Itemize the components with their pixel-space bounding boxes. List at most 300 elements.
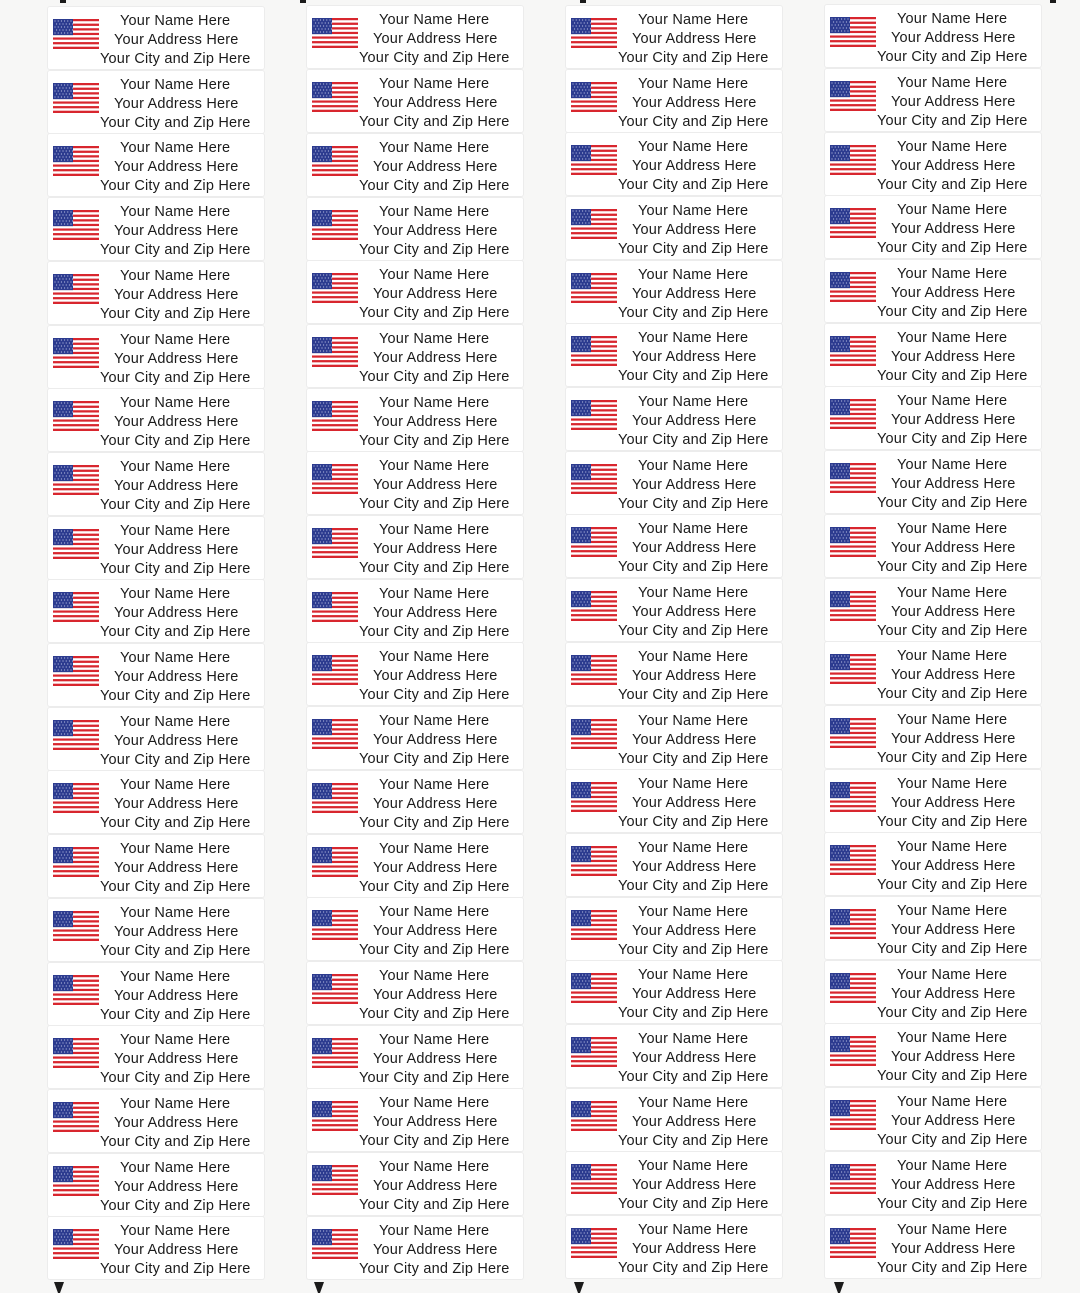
address-label [825, 1088, 1041, 1150]
label-address: Your Address Here [632, 922, 757, 939]
label-address: Your Address Here [891, 730, 1016, 747]
label-address-block [92, 1222, 258, 1279]
label-address-block [351, 1031, 517, 1088]
address-label [566, 324, 782, 386]
label-address-block [610, 202, 776, 259]
label-city-zip: Your City and Zip Here [100, 305, 251, 322]
label-address: Your Address Here [891, 476, 1016, 493]
label-name: Your Name Here [379, 649, 490, 666]
label-name: Your Name Here [897, 329, 1008, 346]
address-label [48, 134, 264, 196]
address-label [48, 580, 264, 642]
label-name: Your Name Here [638, 266, 749, 283]
label-address-block [869, 1029, 1035, 1086]
label-address-block [610, 775, 776, 832]
label-address-block [610, 1094, 776, 1151]
label-address: Your Address Here [891, 858, 1016, 875]
label-city-zip: Your City and Zip Here [877, 431, 1028, 448]
address-label [48, 835, 264, 897]
address-label [825, 324, 1041, 386]
label-address-block [92, 76, 258, 133]
label-city-zip: Your City and Zip Here [618, 559, 769, 576]
address-label [825, 387, 1041, 449]
label-address-block [610, 1157, 776, 1214]
address-label [307, 389, 523, 451]
label-address: Your Address Here [114, 414, 239, 431]
label-address-block [610, 903, 776, 960]
label-name: Your Name Here [379, 394, 490, 411]
label-name: Your Name Here [897, 775, 1008, 792]
label-name: Your Name Here [638, 139, 749, 156]
address-label [825, 196, 1041, 258]
label-name: Your Name Here [897, 457, 1008, 474]
label-city-zip: Your City and Zip Here [359, 432, 510, 449]
label-address-block [610, 839, 776, 896]
label-address: Your Address Here [114, 860, 239, 877]
label-name: Your Name Here [638, 585, 749, 602]
label-address: Your Address Here [114, 796, 239, 813]
address-label [825, 706, 1041, 768]
label-city-zip: Your City and Zip Here [359, 878, 510, 895]
label-address: Your Address Here [632, 30, 757, 47]
address-label [566, 70, 782, 132]
label-address-block [92, 776, 258, 833]
address-label [48, 708, 264, 770]
address-label [566, 961, 782, 1023]
address-label [566, 1089, 782, 1151]
label-address: Your Address Here [891, 1113, 1016, 1130]
label-address-block [92, 968, 258, 1025]
label-name: Your Name Here [638, 648, 749, 665]
label-address: Your Address Here [373, 413, 498, 430]
label-name: Your Name Here [897, 202, 1008, 219]
label-name: Your Name Here [897, 1157, 1008, 1174]
address-label [566, 579, 782, 641]
address-label [825, 579, 1041, 641]
label-name: Your Name Here [379, 1031, 490, 1048]
label-name: Your Name Here [897, 393, 1008, 410]
label-address-block [92, 139, 258, 196]
address-label [566, 707, 782, 769]
label-address: Your Address Here [114, 1114, 239, 1131]
label-name: Your Name Here [379, 904, 490, 921]
label-name: Your Name Here [897, 903, 1008, 919]
label-name: Your Name Here [120, 841, 231, 858]
label-city-zip: Your City and Zip Here [618, 623, 769, 640]
label-address: Your Address Here [891, 667, 1016, 684]
label-address-block [610, 520, 776, 577]
address-label [48, 262, 264, 324]
label-city-zip: Your City and Zip Here [877, 749, 1028, 766]
label-name: Your Name Here [120, 522, 231, 539]
label-address: Your Address Here [114, 541, 239, 558]
label-address: Your Address Here [891, 1049, 1016, 1066]
label-city-zip: Your City and Zip Here [618, 49, 769, 66]
label-city-zip: Your City and Zip Here [100, 1070, 251, 1087]
label-address: Your Address Here [891, 1240, 1016, 1257]
label-city-zip: Your City and Zip Here [618, 1196, 769, 1213]
label-address: Your Address Here [632, 158, 757, 175]
label-name: Your Name Here [379, 12, 490, 29]
label-name: Your Name Here [897, 11, 1008, 28]
address-label [48, 1154, 264, 1216]
label-name: Your Name Here [897, 266, 1008, 282]
address-label [566, 6, 782, 68]
label-city-zip: Your City and Zip Here [359, 50, 510, 67]
address-label [825, 1216, 1041, 1278]
label-name: Your Name Here [379, 1159, 490, 1175]
label-address-block [610, 1221, 776, 1278]
label-name: Your Name Here [120, 140, 231, 157]
label-address: Your Address Here [373, 923, 498, 940]
label-address-block [610, 393, 776, 450]
address-label [566, 643, 782, 705]
label-address-block [92, 267, 258, 324]
label-address-block [610, 266, 776, 323]
label-address: Your Address Here [373, 477, 498, 494]
label-address-block [351, 139, 517, 196]
label-address-block [610, 712, 776, 769]
label-address-block [92, 522, 258, 579]
label-city-zip: Your City and Zip Here [100, 688, 251, 704]
label-address: Your Address Here [891, 922, 1016, 938]
label-city-zip: Your City and Zip Here [100, 751, 251, 768]
label-city-zip: Your City and Zip Here [877, 1259, 1028, 1276]
label-address-block [351, 330, 517, 387]
label-address: Your Address Here [114, 1242, 239, 1259]
label-address: Your Address Here [632, 1241, 757, 1258]
label-name: Your Name Here [120, 458, 231, 475]
label-address-block [869, 838, 1035, 895]
label-city-zip: Your City and Zip Here [877, 240, 1028, 257]
label-name: Your Name Here [897, 138, 1008, 155]
label-address-block [351, 11, 517, 68]
label-address: Your Address Here [891, 985, 1016, 1002]
label-address: Your Address Here [373, 1178, 498, 1194]
address-label [48, 1026, 264, 1088]
label-city-zip: Your City and Zip Here [618, 941, 769, 958]
address-label [825, 1024, 1041, 1086]
label-address-block [869, 10, 1035, 67]
label-city-zip: Your City and Zip Here [618, 686, 769, 703]
label-name: Your Name Here [120, 968, 231, 985]
label-name: Your Name Here [120, 395, 231, 412]
label-city-zip: Your City and Zip Here [618, 240, 769, 257]
label-address: Your Address Here [632, 1050, 757, 1066]
label-address-block [351, 840, 517, 897]
label-address: Your Address Here [632, 476, 757, 493]
label-address: Your Address Here [891, 348, 1016, 365]
address-label [307, 70, 523, 132]
label-city-zip: Your City and Zip Here [877, 495, 1028, 512]
label-address-block [869, 520, 1035, 577]
label-name: Your Name Here [379, 1222, 490, 1239]
label-name: Your Name Here [897, 74, 1008, 91]
label-address-block [610, 1030, 776, 1087]
label-address: Your Address Here [632, 667, 757, 684]
label-name: Your Name Here [379, 1095, 490, 1112]
label-address-block [92, 840, 258, 897]
address-label [566, 515, 782, 577]
label-city-zip: Your City and Zip Here [100, 815, 251, 832]
address-label [307, 643, 523, 705]
label-city-zip: Your City and Zip Here [100, 1197, 251, 1214]
label-address: Your Address Here [632, 413, 757, 429]
label-city-zip: Your City and Zip Here [100, 242, 251, 259]
address-label [48, 389, 264, 451]
label-name: Your Name Here [379, 458, 490, 475]
address-label [307, 6, 523, 68]
label-city-zip: Your City and Zip Here [359, 1005, 510, 1022]
address-label [825, 1152, 1041, 1214]
label-city-zip: Your City and Zip Here [359, 1197, 510, 1213]
label-city-zip: Your City and Zip Here [618, 877, 769, 894]
address-label [48, 453, 264, 515]
label-address: Your Address Here [373, 286, 498, 303]
address-label [566, 1152, 782, 1214]
label-city-zip: Your City and Zip Here [359, 1069, 510, 1086]
label-address-block [351, 585, 517, 642]
address-label [566, 1025, 782, 1087]
address-label [825, 5, 1041, 67]
label-address-block [610, 966, 776, 1023]
label-address: Your Address Here [114, 987, 239, 1004]
label-city-zip: Your City and Zip Here [877, 176, 1028, 193]
label-address-block [610, 457, 776, 514]
label-address: Your Address Here [373, 732, 498, 749]
label-address-block [351, 75, 517, 132]
label-name: Your Name Here [638, 1094, 749, 1111]
label-address-block [610, 584, 776, 641]
label-name: Your Name Here [379, 139, 490, 156]
label-name: Your Name Here [638, 967, 749, 984]
label-city-zip: Your City and Zip Here [359, 942, 510, 959]
label-name: Your Name Here [638, 330, 749, 347]
label-address: Your Address Here [632, 1177, 757, 1194]
label-name: Your Name Here [638, 1031, 749, 1047]
label-city-zip: Your City and Zip Here [359, 496, 510, 513]
label-address-block [92, 585, 258, 642]
top-cut-mark [1050, 0, 1056, 3]
label-name: Your Name Here [638, 839, 749, 856]
label-city-zip: Your City and Zip Here [618, 177, 769, 194]
label-address-block [351, 903, 517, 960]
top-cut-mark [60, 0, 66, 3]
label-city-zip: Your City and Zip Here [100, 1133, 251, 1150]
label-city-zip: Your City and Zip Here [618, 495, 769, 512]
label-address: Your Address Here [114, 732, 239, 749]
label-city-zip: Your City and Zip Here [877, 367, 1028, 384]
label-city-zip: Your City and Zip Here [100, 942, 251, 959]
label-city-zip: Your City and Zip Here [877, 813, 1028, 830]
address-label [307, 516, 523, 578]
label-city-zip: Your City and Zip Here [100, 879, 251, 896]
label-address-block [610, 75, 776, 132]
label-city-zip: Your City and Zip Here [618, 368, 769, 385]
label-address: Your Address Here [632, 94, 757, 111]
label-city-zip: Your City and Zip Here [618, 814, 769, 831]
address-label [307, 835, 523, 897]
label-address-block [351, 1094, 517, 1151]
label-city-zip: Your City and Zip Here [359, 1260, 510, 1277]
address-label [307, 771, 523, 833]
label-address: Your Address Here [891, 221, 1016, 238]
label-name: Your Name Here [638, 11, 749, 28]
address-label [825, 69, 1041, 131]
label-address-block [869, 775, 1035, 832]
label-name: Your Name Here [379, 776, 490, 793]
label-city-zip: Your City and Zip Here [877, 49, 1028, 66]
label-address: Your Address Here [373, 986, 498, 1003]
label-city-zip: Your City and Zip Here [618, 1260, 769, 1277]
label-city-zip: Your City and Zip Here [100, 369, 251, 386]
address-label [825, 961, 1041, 1023]
label-address: Your Address Here [373, 95, 498, 112]
label-city-zip: Your City and Zip Here [100, 1006, 251, 1023]
label-name: Your Name Here [638, 712, 749, 729]
address-label [48, 7, 264, 69]
label-address: Your Address Here [632, 986, 757, 1003]
label-name: Your Name Here [897, 520, 1008, 537]
label-address-block [92, 1031, 258, 1088]
label-name: Your Name Here [120, 777, 231, 794]
label-address-block [610, 11, 776, 68]
address-label [48, 899, 264, 961]
address-label [307, 898, 523, 960]
address-label [307, 261, 523, 323]
label-address-block [869, 1221, 1035, 1278]
label-address-block [92, 331, 258, 388]
label-name: Your Name Here [638, 457, 749, 474]
label-address-block [869, 966, 1035, 1023]
label-city-zip: Your City and Zip Here [877, 558, 1028, 575]
label-address: Your Address Here [373, 1050, 498, 1067]
label-city-zip: Your City and Zip Here [100, 114, 251, 131]
label-address-block [92, 904, 258, 961]
label-name: Your Name Here [120, 1223, 231, 1240]
label-address-block [610, 648, 776, 705]
label-city-zip: Your City and Zip Here [618, 1005, 769, 1022]
label-city-zip: Your City and Zip Here [359, 814, 510, 831]
label-address: Your Address Here [632, 285, 757, 302]
label-address: Your Address Here [373, 795, 498, 812]
label-address-block [869, 584, 1035, 641]
address-label [825, 451, 1041, 513]
address-label [825, 260, 1041, 322]
address-label [566, 834, 782, 896]
address-label [307, 580, 523, 642]
label-city-zip: Your City and Zip Here [877, 1132, 1028, 1149]
label-address: Your Address Here [891, 93, 1016, 110]
label-name: Your Name Here [638, 75, 749, 92]
label-address-block [869, 902, 1035, 959]
address-label [566, 261, 782, 323]
label-name: Your Name Here [120, 13, 231, 29]
label-address: Your Address Here [114, 350, 239, 367]
label-city-zip: Your City and Zip Here [100, 433, 251, 450]
top-cut-mark [580, 0, 586, 3]
label-city-zip: Your City and Zip Here [618, 304, 769, 321]
label-address: Your Address Here [373, 31, 498, 48]
label-address-block [610, 329, 776, 386]
label-city-zip: Your City and Zip Here [100, 51, 251, 67]
label-address-block [92, 394, 258, 451]
address-label [566, 197, 782, 259]
address-label [307, 1089, 523, 1151]
label-name: Your Name Here [379, 967, 490, 984]
label-city-zip: Your City and Zip Here [618, 750, 769, 767]
address-label [566, 133, 782, 195]
label-address: Your Address Here [891, 412, 1016, 429]
label-address: Your Address Here [632, 731, 757, 748]
address-label [48, 644, 264, 706]
label-address: Your Address Here [114, 923, 239, 940]
label-address-block [351, 457, 517, 514]
address-label [307, 707, 523, 769]
address-label [48, 198, 264, 260]
label-address-block [351, 394, 517, 451]
label-city-zip: Your City and Zip Here [359, 177, 510, 194]
label-name: Your Name Here [379, 203, 490, 220]
label-address-block [351, 521, 517, 578]
label-address: Your Address Here [373, 668, 498, 685]
label-address: Your Address Here [891, 1176, 1016, 1193]
label-city-zip: Your City and Zip Here [877, 622, 1028, 639]
label-address: Your Address Here [114, 223, 239, 240]
label-city-zip: Your City and Zip Here [100, 624, 251, 641]
label-address-block [92, 12, 258, 69]
label-address-block [869, 647, 1035, 704]
label-name: Your Name Here [897, 711, 1008, 728]
label-address: Your Address Here [632, 349, 757, 366]
label-city-zip: Your City and Zip Here [618, 1132, 769, 1149]
label-city-zip: Your City and Zip Here [359, 560, 510, 576]
label-name: Your Name Here [379, 585, 490, 602]
address-label [48, 1217, 264, 1279]
label-name: Your Name Here [379, 267, 490, 284]
address-label [48, 71, 264, 133]
label-city-zip: Your City and Zip Here [100, 496, 251, 513]
label-address: Your Address Here [373, 222, 498, 239]
label-address-block [351, 712, 517, 769]
label-address: Your Address Here [114, 159, 239, 176]
label-city-zip: Your City and Zip Here [618, 1069, 769, 1085]
label-address: Your Address Here [632, 795, 757, 812]
label-address: Your Address Here [373, 158, 498, 175]
label-name: Your Name Here [379, 76, 490, 93]
label-city-zip: Your City and Zip Here [359, 687, 510, 704]
label-city-zip: Your City and Zip Here [877, 877, 1028, 894]
label-city-zip: Your City and Zip Here [877, 1195, 1028, 1212]
label-name: Your Name Here [120, 331, 231, 348]
label-address: Your Address Here [891, 157, 1016, 174]
label-address-block [869, 392, 1035, 449]
label-address-block [869, 201, 1035, 258]
address-label [566, 388, 782, 450]
label-address: Your Address Here [373, 349, 498, 366]
label-name: Your Name Here [120, 1159, 231, 1176]
address-label [307, 1026, 523, 1088]
address-label [48, 771, 264, 833]
address-label [566, 1216, 782, 1278]
label-name: Your Name Here [120, 1032, 231, 1049]
label-address-block [610, 138, 776, 195]
label-city-zip: Your City and Zip Here [100, 560, 251, 577]
label-city-zip: Your City and Zip Here [877, 1004, 1028, 1021]
label-address: Your Address Here [632, 604, 757, 621]
label-address: Your Address Here [891, 603, 1016, 620]
label-address-block [351, 203, 517, 260]
